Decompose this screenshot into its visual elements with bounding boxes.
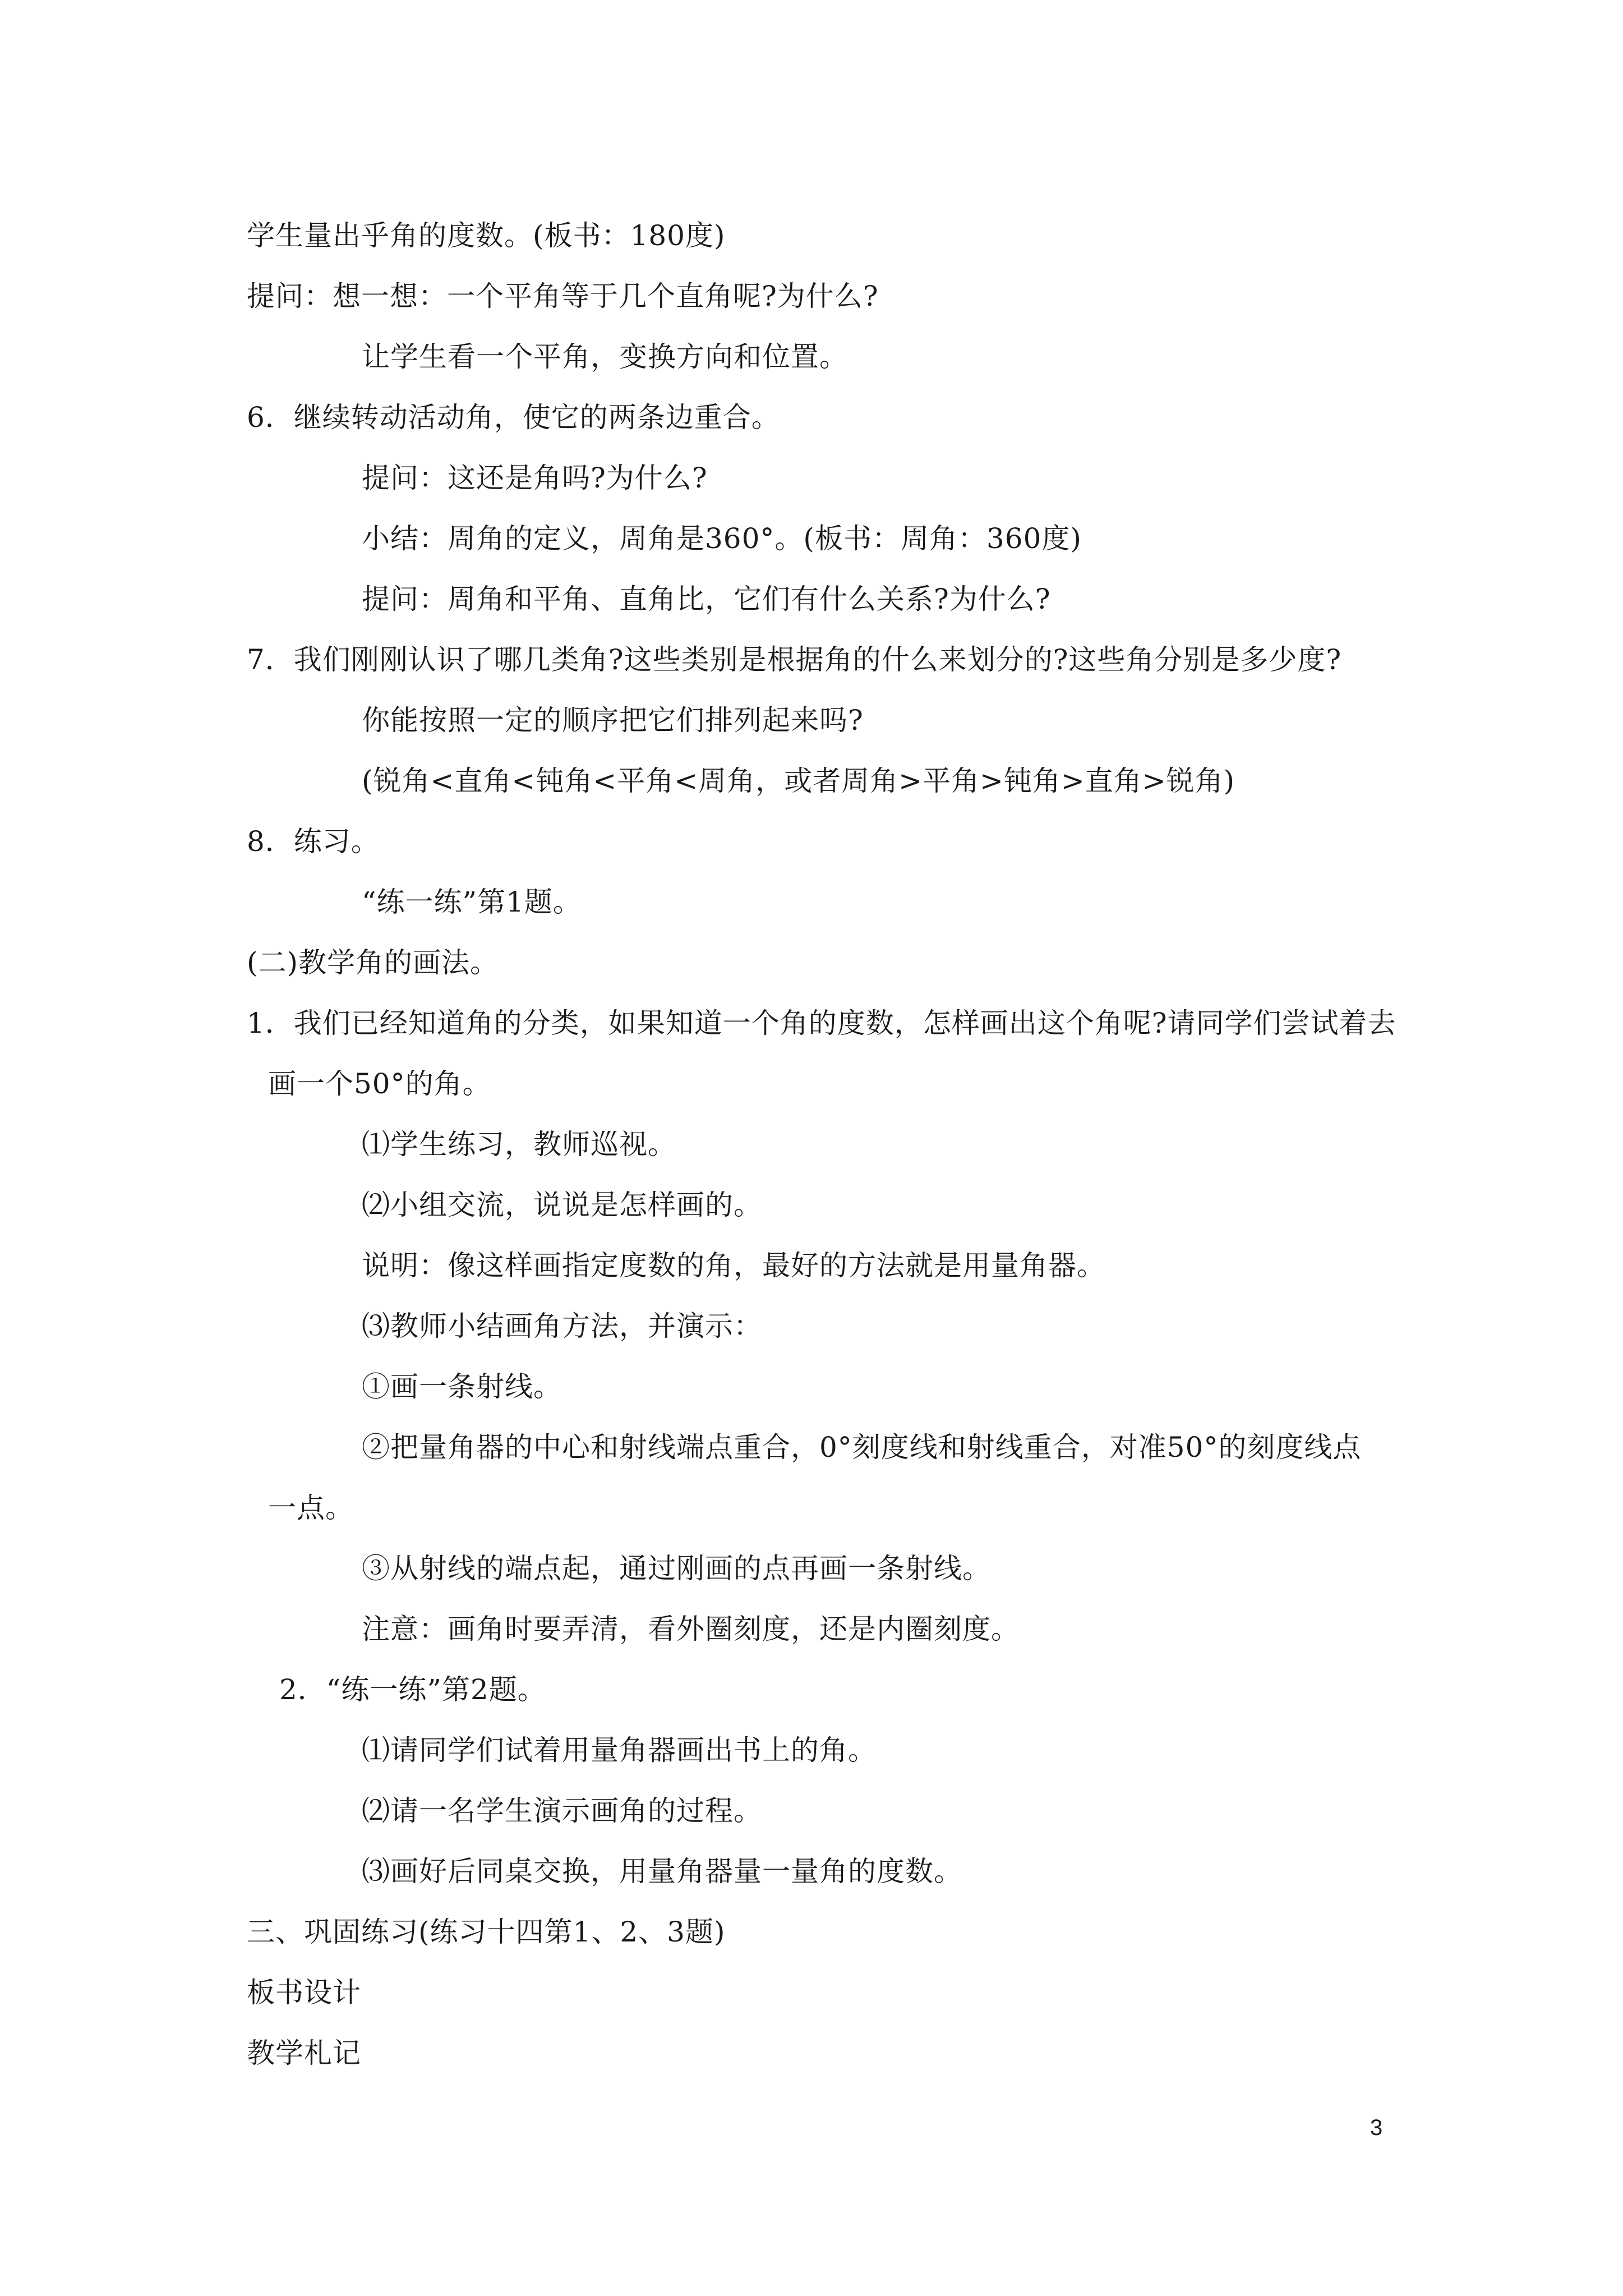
text-line: ⑶教师小结画角方法，并演示： [362, 1310, 762, 1342]
text-line: ⑶画好后同桌交换，用量角器量一量角的度数。 [362, 1855, 962, 1888]
text-line: ②把量角器的中心和射线端点重合，0°刻度线和射线重合，对准50°的刻度线点 [362, 1431, 1362, 1464]
text-line: 你能按照一定的顺序把它们排列起来吗? [362, 704, 864, 737]
text-line: ③从射线的端点起，通过刚画的点再画一条射线。 [362, 1552, 991, 1585]
text-line: 提问：想一想：一个平角等于几个直角呢?为什么? [247, 280, 879, 312]
text-line: 提问：这还是角吗?为什么? [362, 462, 708, 494]
text-line: 画一个50°的角。 [268, 1068, 491, 1100]
text-line: ⑵小组交流，说说是怎样画的。 [362, 1189, 762, 1221]
text-line: (锐角<直角<钝角<平角<周角，或者周角>平角>钝角>直角>锐角) [362, 765, 1235, 797]
text-line: 让学生看一个平角，变换方向和位置。 [362, 341, 848, 373]
text-line: 注意：画角时要弄清，看外圈刻度，还是内圈刻度。 [362, 1613, 1020, 1645]
text-line: ⑵请一名学生演示画角的过程。 [362, 1795, 762, 1827]
text-line: 2．“练一练”第2题。 [279, 1673, 546, 1706]
text-line: (二)教学角的画法。 [247, 946, 499, 979]
text-line: 7．我们刚刚认识了哪几类角?这些类别是根据角的什么来划分的?这些角分别是多少度? [247, 643, 1342, 676]
text-line: 1．我们已经知道角的分类，如果知道一个角的度数，怎样画出这个角呢?请同学们尝试着去 [247, 1007, 1396, 1039]
text-line: 一点。 [268, 1492, 354, 1524]
text-line: 8．练习。 [247, 825, 380, 858]
text-line: 提问：周角和平角、直角比，它们有什么关系?为什么? [362, 583, 1051, 615]
text-line: ⑴请同学们试着用量角器画出书上的角。 [362, 1734, 877, 1766]
text-line: 教学札记 [247, 2037, 361, 2069]
text-line: 学生量出乎角的度数。(板书：180度) [247, 219, 726, 252]
text-line: 说明：像这样画指定度数的角，最好的方法就是用量角器。 [362, 1249, 1105, 1282]
page-number: 3 [1370, 2115, 1383, 2140]
text-line: ①画一条射线。 [362, 1370, 562, 1403]
text-line: 小结：周角的定义，周角是360°。(板书：周角：360度) [362, 522, 1082, 555]
text-line: 6．继续转动活动角，使它的两条边重合。 [247, 401, 780, 434]
text-line: 板书设计 [247, 1976, 361, 2009]
text-line: 三、巩固练习(练习十四第1、2、3题) [247, 1916, 726, 1948]
text-line: ⑴学生练习，教师巡视。 [362, 1128, 676, 1161]
text-line: “练一练”第1题。 [362, 886, 582, 918]
